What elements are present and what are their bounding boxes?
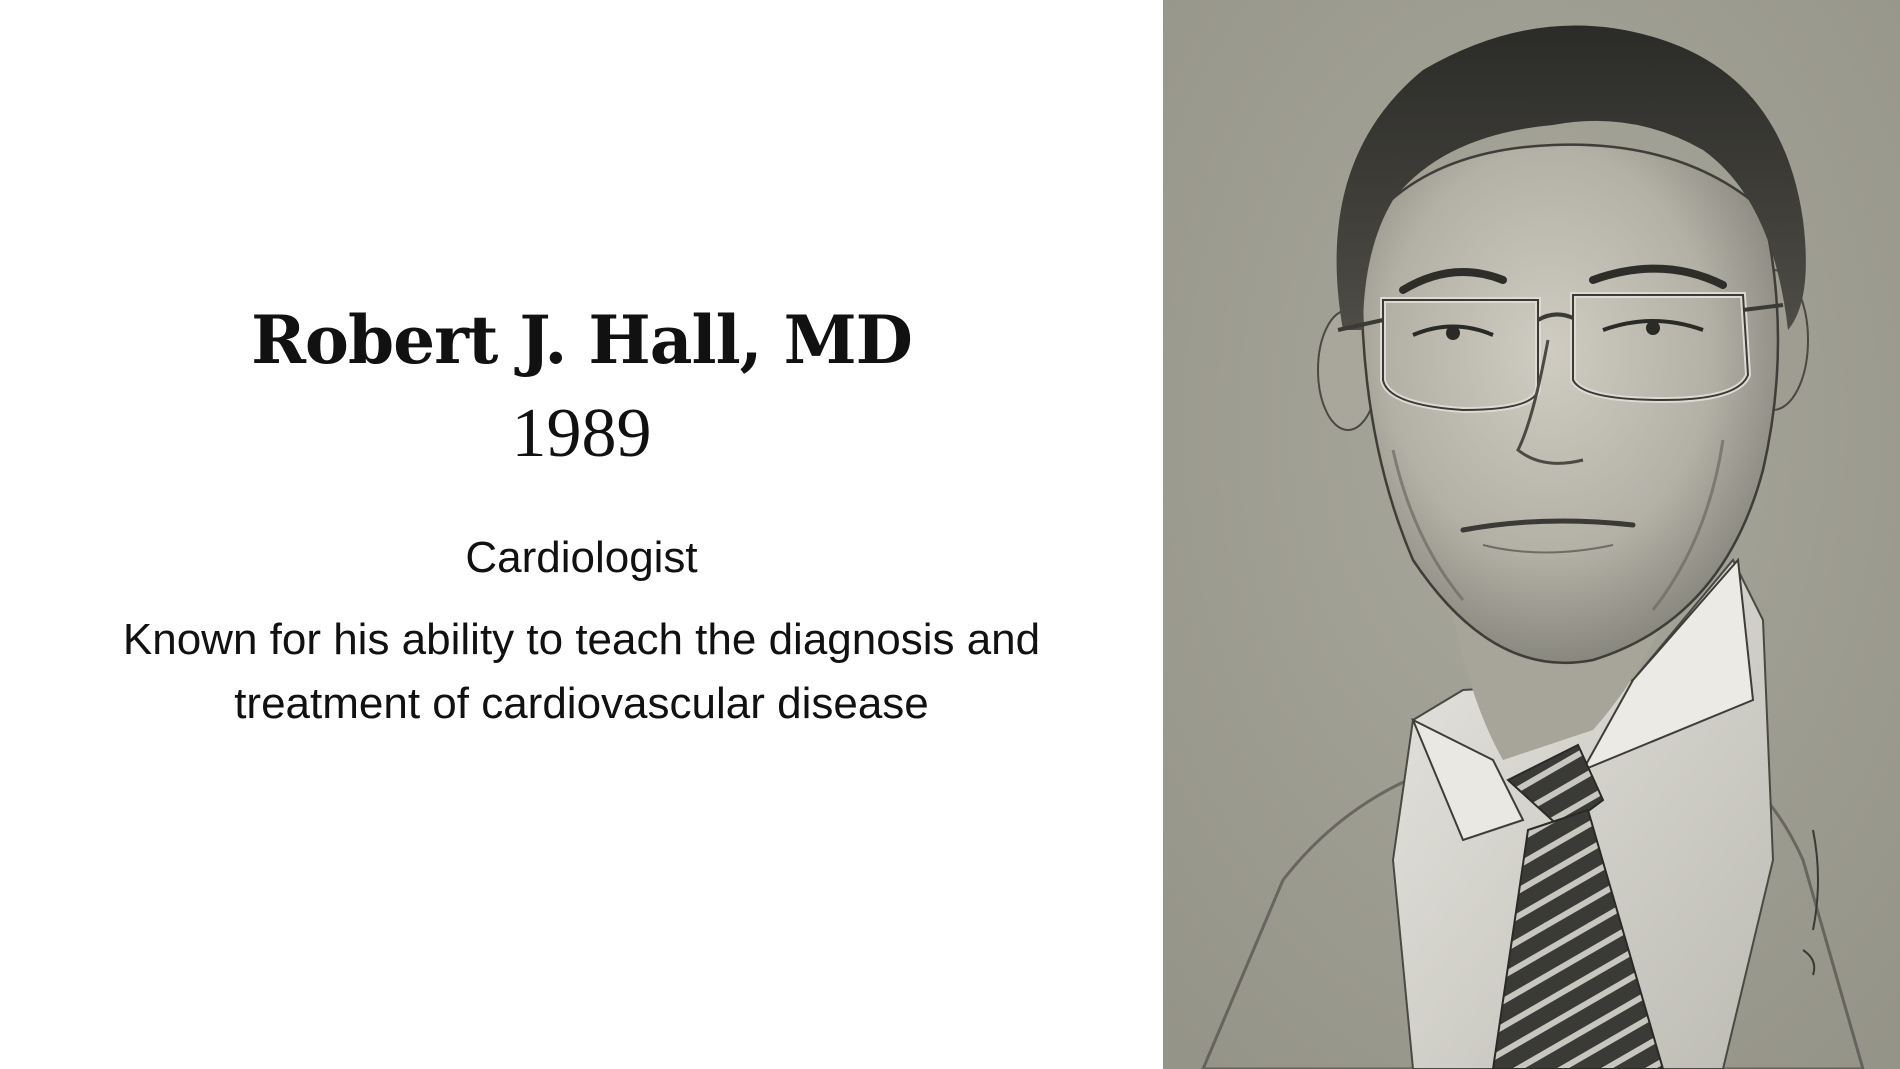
honoree-year: 1989 (511, 395, 652, 472)
honoree-role: Cardiologist (465, 533, 698, 582)
honoree-name: Robert J. Hall, MD (251, 301, 912, 379)
portrait-image (1163, 0, 1900, 1069)
honoree-bio: Known for his ability to teach the diagnosis and treatment of cardiovascular disease (122, 615, 1041, 728)
portrait-drawing (1163, 0, 1900, 1069)
